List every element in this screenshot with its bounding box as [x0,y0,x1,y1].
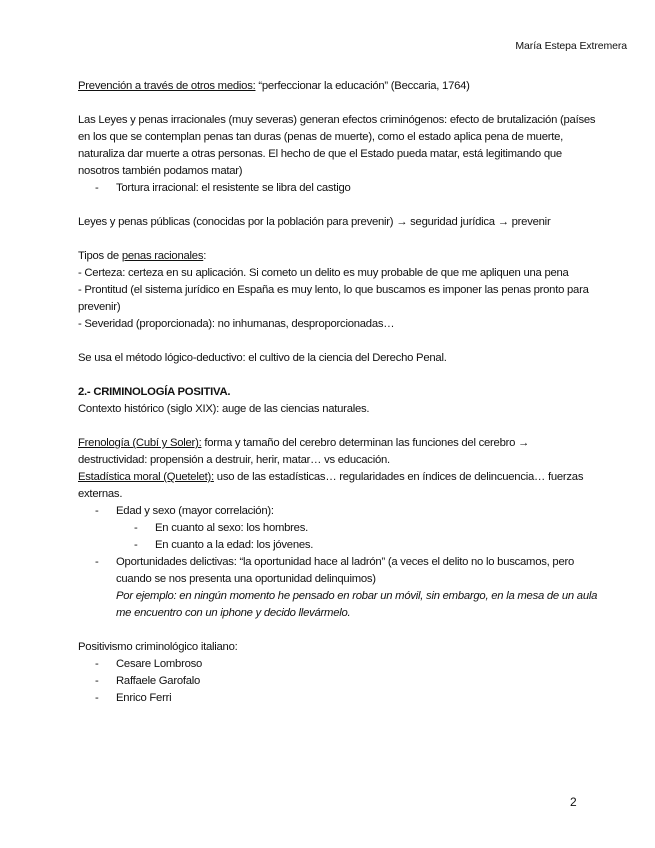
tipo-severidad: - Severidad (proporcionada): no inhumanas, desproporcionadas… [78,318,395,330]
paragraph-frenologia: Frenología (Cubí y Soler): forma y tamaño del cerebro determinan las funciones del cerebro → destructividad: propensión a destruir, herir, matar… vs educación. [78,437,530,466]
paragraph-method: Se usa el método lógico-deductivo: el cultivo de la ciencia del Derecho Penal. [78,352,447,364]
paragraph-estadistica: Estadística moral (Quetelet): uso de las estadísticas… regularidades en índices de delincuencia… fuerzas externas. [78,471,584,500]
sub-list-edad-sexo [78,520,598,554]
paragraph-irrational-laws: Las Leyes y penas irracionales (muy severas) generan efectos criminógenos: efecto de brutalización (países en los que se contemplan penas tan duras (penas de muerte), como el estado aplica pena de muerte, naturaliza dar muerte a otras personas. El hecho de que el Estado pueda matar, está legitimando que nosotros también podamos matar) [78,114,596,177]
section-prevention-title: Prevención a través de otros medios: “perfeccionar la educación” (Beccaria, 1764) [78,80,470,92]
tipo-prontitud: - Prontitud (el sistema jurídico en España es muy lento, lo que buscamos es imponer las penas pronto para prevenir) [78,284,589,313]
tipo-certeza: - Certeza: certeza en su aplicación. Si cometo un delito es muy probable de que me apliquen una pena [78,267,569,279]
list-item-edad-sexo: - Edad y sexo (mayor correlación): - En cuanto al sexo: los hombres. - En cuanto a la edad: los jóvenes. [78,503,598,554]
list-item-oportunidades: - Oportunidades delictivas: “la oportunidad hace al ladrón” (a veces el delito no lo buscamos, pero cuando se nos presenta una oportunidad delinquimos) Por ejemplo: en ningún momento he pensado en robar un móvil, sin embargo, en la mesa de un aula me encuentro con un iphone y decido llevármelo. [78,554,598,622]
section-2-context: Contexto histórico (siglo XIX): auge de las ciencias naturales. [78,403,370,415]
section-2-heading: 2.- CRIMINOLOGÍA POSITIVA. [78,386,231,398]
list-item: - Enrico Ferri [78,690,598,707]
bullet-list-factors [78,503,598,622]
list-item: - Cesare Lombroso [78,656,598,673]
tipos-heading: Tipos de penas racionales: [78,250,207,262]
list-item: - En cuanto a la edad: los jóvenes. [78,537,598,554]
example-italic: Por ejemplo: en ningún momento he pensado en robar un móvil, sin embargo, en la mesa de un aula me encuentro con un iphone y decido llevármelo. [116,590,598,619]
bullet-list-torture [78,180,598,197]
page-number: 2 [570,795,577,809]
prevention-underlined: Prevención a través de otros medios: [78,80,256,92]
bullet-list-positivists [78,656,598,707]
list-item: - Raffaele Garofalo [78,673,598,690]
page-header-author: María Estepa Extremera [515,40,627,52]
positivismo-heading: Positivismo criminológico italiano: [78,641,238,653]
page-content [78,78,598,707]
list-item: - Tortura irracional: el resistente se libra del castigo [78,180,598,197]
paragraph-public-laws: Leyes y penas públicas (conocidas por la población para prevenir) → seguridad jurídica → prevenir [78,216,551,228]
list-item: - En cuanto al sexo: los hombres. [78,520,598,537]
